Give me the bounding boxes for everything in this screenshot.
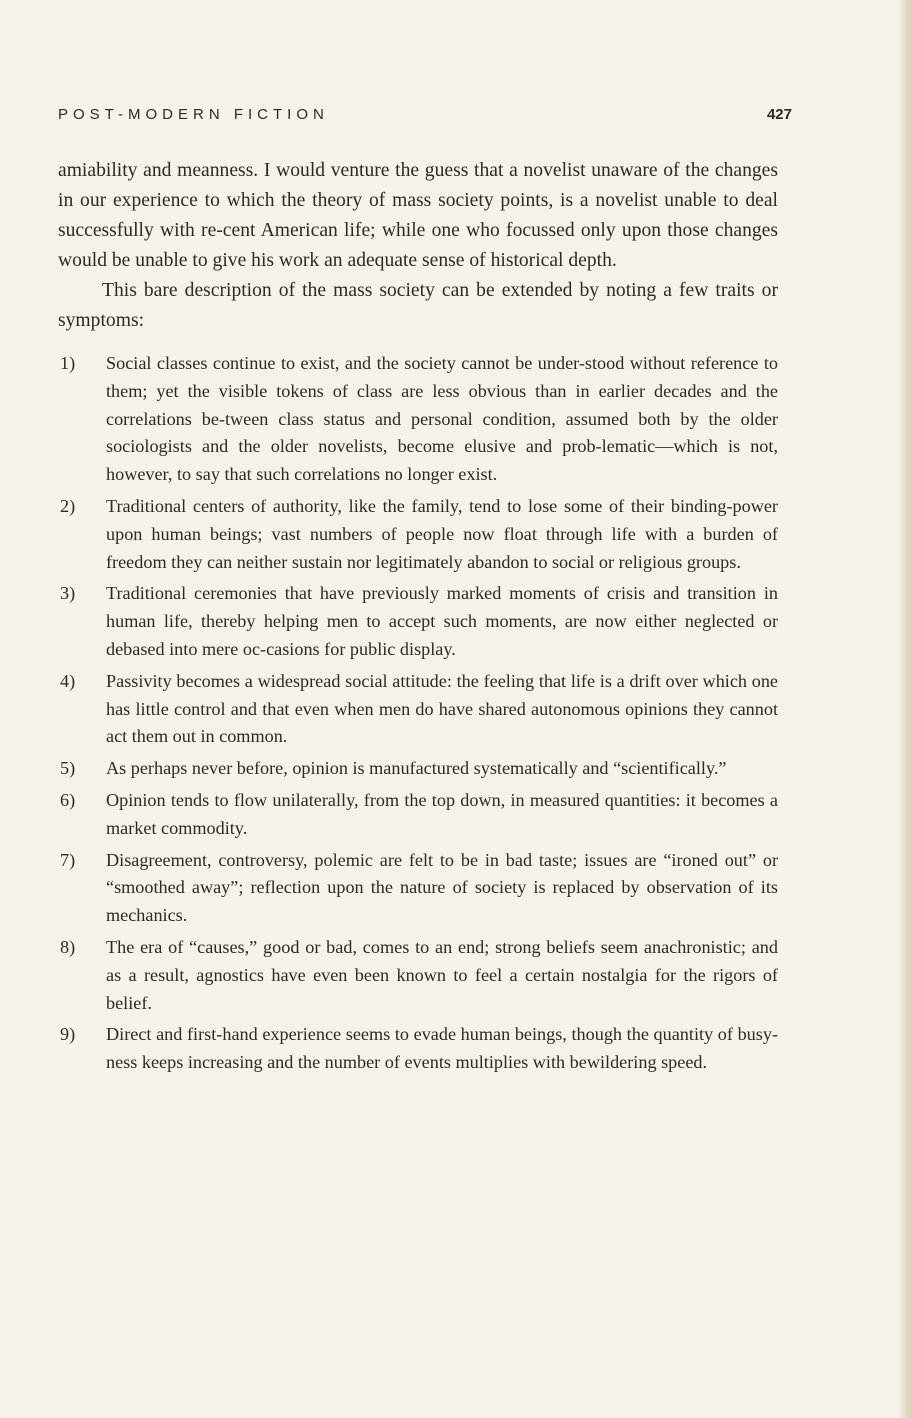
list-item: [58, 668, 778, 751]
list-item-number: 3): [60, 583, 76, 604]
page-number: 427: [766, 106, 792, 123]
list-item: [58, 350, 778, 489]
list-item: [58, 787, 778, 843]
list-item: [58, 1021, 778, 1077]
list-item-number: 8): [60, 936, 76, 957]
list-item: [58, 493, 778, 576]
list-item: [58, 580, 778, 663]
paragraph: amiability and meanness. I would venture the guess that a novelist unaware of the changes in our experience to which the theory of mass society points, is a novelist unable to deal successfully with re-cent American life; while one who focussed only upon those changes would be unable to give his work an adequate sense of historical depth.: [58, 160, 778, 271]
symptoms-list: [58, 350, 778, 1077]
list-item-text: As perhaps never before, opinion is manufactured systematically and “scientifically.”: [106, 758, 727, 779]
list-item-text: Traditional ceremonies that have previously marked moments of crisis and transition in human life, thereby helping men to accept such moments, are now either neglected or debased into mere oc-casions for public display.: [106, 583, 778, 659]
list-item-text: The era of “causes,” good or bad, comes to an end; strong beliefs seem anachronistic; and as a result, agnostics have even been known to feel a certain nostalgia for the rigors of belief.: [106, 936, 778, 1013]
body-text: [58, 156, 778, 1077]
running-title: POST-MODERN FICTION: [58, 106, 329, 123]
running-head: [58, 100, 792, 134]
list-item-number: 5): [60, 758, 76, 779]
list-item-number: 4): [60, 670, 76, 691]
list-item-text: Disagreement, controversy, polemic are felt to be in bad taste; issues are “ironed out” or “smoothed away”; reflection upon the nature of society is replaced by observation of its mechanics.: [106, 849, 778, 926]
list-item-text: Traditional centers of authority, like the family, tend to lose some of their binding-power upon human beings; vast numbers of people now float through life with a burden of freedom they can neither sustain nor legitimately abandon to social or religious groups.: [106, 495, 778, 572]
list-item-text: Social classes continue to exist, and the society cannot be under-stood without reference to them; yet the visible tokens of class are less obvious than in earlier decades and the correlations be-tween class status and personal condition, assumed both by the older sociologists and the older novelists, become elusive and prob-lematic—which is not, however, to say that such correlations no longer exist.: [106, 353, 778, 485]
list-item: [58, 847, 778, 930]
list-item: [58, 934, 778, 1017]
page-edge-shadow: [898, 0, 912, 1418]
list-item-number: 9): [60, 1024, 76, 1045]
list-item: [58, 755, 778, 783]
list-item-text: Passivity becomes a widespread social attitude: the feeling that life is a drift over which one has little control and that even when men do have shared autonomous opinions they cannot act them out in common.: [106, 670, 778, 747]
paragraph: This bare description of the mass society can be extended by noting a few traits or symptoms:: [58, 280, 778, 331]
list-item-number: 6): [60, 789, 76, 810]
book-page: [58, 100, 792, 1081]
list-item-number: 1): [60, 353, 76, 373]
list-item-text: Direct and first-hand experience seems to evade human beings, though the quantity of busy-ness keeps increasing and the number of events multiplies with bewildering speed.: [106, 1024, 778, 1073]
list-item-number: 2): [60, 495, 76, 516]
list-item-number: 7): [60, 849, 76, 870]
list-item-text: Opinion tends to flow unilaterally, from the top down, in measured quantities: it becomes a market commodity.: [106, 789, 778, 838]
